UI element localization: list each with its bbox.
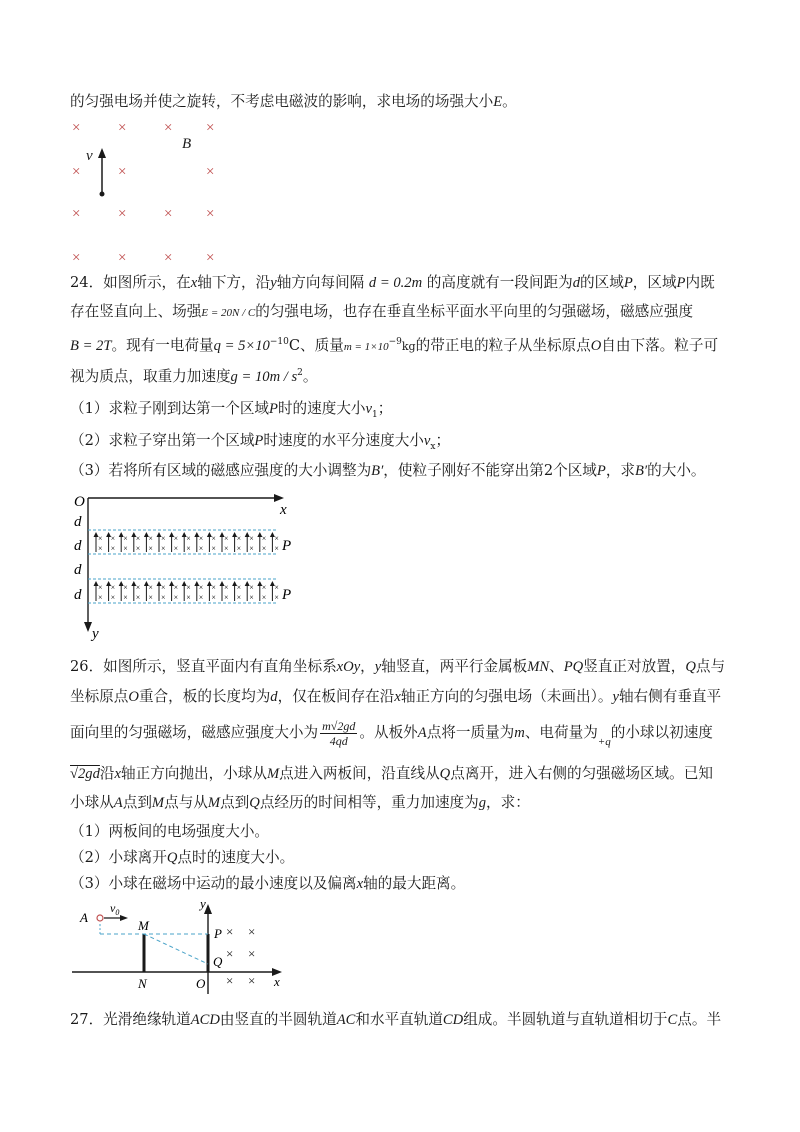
q26-line-4: √2gd沿x轴正方向抛出，小球从M点进入两板间，沿直线从Q点离开，进入右侧的匀强磁场区域。已知 bbox=[70, 765, 713, 782]
cross-mark: × bbox=[274, 544, 279, 553]
cross-mark: × bbox=[72, 164, 81, 180]
particle-dot bbox=[100, 192, 105, 197]
cross-mark: × bbox=[135, 534, 141, 543]
field-crosses bbox=[226, 924, 255, 988]
cross-mark: × bbox=[118, 250, 127, 266]
cross-mark: × bbox=[274, 593, 279, 602]
label-P-region-1: P bbox=[282, 538, 292, 554]
cross-mark: × bbox=[261, 544, 267, 553]
cross-mark: × bbox=[211, 534, 216, 543]
cross-mark: × bbox=[173, 583, 179, 592]
cross-mark: × bbox=[206, 164, 215, 180]
cross-mark: × bbox=[249, 544, 254, 553]
cross-mark: × bbox=[164, 206, 173, 222]
cross-mark: × bbox=[236, 593, 242, 602]
cross-mark: × bbox=[211, 583, 216, 592]
cross-mark: × bbox=[236, 544, 242, 553]
cross-mark: × bbox=[261, 593, 267, 602]
cross-mark: × bbox=[236, 583, 242, 592]
label-P: P bbox=[214, 926, 222, 941]
label-O: O bbox=[196, 976, 206, 991]
cross-mark: × bbox=[98, 534, 103, 543]
cross-mark: × bbox=[135, 544, 141, 553]
cross-mark: × bbox=[261, 583, 267, 592]
cross-mark: × bbox=[186, 544, 191, 553]
arrow-head bbox=[98, 148, 106, 158]
cross-mark: × bbox=[173, 534, 179, 543]
label-M: M bbox=[138, 918, 149, 933]
label-y: y bbox=[92, 626, 99, 642]
label-x: x bbox=[274, 974, 280, 989]
label-d: d bbox=[74, 514, 82, 530]
figure-plates-field bbox=[70, 896, 300, 1000]
cross-mark: × bbox=[224, 593, 229, 602]
cross-marks bbox=[72, 120, 214, 266]
cross-mark: × bbox=[206, 206, 215, 222]
q23-text-line bbox=[70, 92, 740, 112]
q23-text: 的匀强电场并使之旋转，不考虑电磁波的影响，求电场的场强大小 bbox=[70, 93, 494, 110]
cross-mark: × bbox=[72, 206, 81, 222]
cross-mark: × bbox=[123, 593, 128, 602]
cross-mark: × bbox=[198, 534, 204, 543]
ball bbox=[97, 915, 103, 921]
cross-mark: × bbox=[98, 544, 103, 553]
q24-line-1: 24．如图所示，在x轴下方，沿y轴方向每间隔 d = 0.2m 的高度就有一段间距为d的区域P，区域P内既 bbox=[70, 274, 715, 291]
cross-mark: × bbox=[224, 534, 229, 543]
figure-layered-regions bbox=[66, 488, 306, 640]
cross-mark: × bbox=[173, 593, 179, 602]
cross-mark: × bbox=[118, 120, 127, 136]
cross-mark: × bbox=[211, 593, 216, 602]
cross-mark: × bbox=[161, 583, 166, 592]
cross-mark: × bbox=[110, 583, 116, 592]
q26-part-1: （1）两板间的电场强度大小。 bbox=[70, 823, 270, 840]
q26-line-1: 26．如图所示，竖直平面内有直角坐标系xOy，y轴竖直，两平行金属板MN、PQ竖直正对放置，Q点与 bbox=[70, 658, 726, 675]
figure-magnetic-field bbox=[62, 112, 242, 270]
cross-mark: × bbox=[224, 583, 229, 592]
q24-line-4: 视为质点，取重力加速度$g = 10m / s^2$。 bbox=[70, 367, 318, 385]
cross-mark: × bbox=[118, 164, 127, 180]
cross-mark: × bbox=[72, 120, 81, 136]
cross-mark: × bbox=[123, 583, 128, 592]
cross-mark: × bbox=[236, 534, 242, 543]
cross-mark: × bbox=[148, 583, 153, 592]
symbol-E: E bbox=[493, 94, 503, 110]
cross-mark: × bbox=[249, 583, 254, 592]
cross-mark: × bbox=[206, 250, 215, 266]
cross-mark: × bbox=[148, 544, 153, 553]
cross-mark: × bbox=[186, 534, 191, 543]
q24-part-3: （3）若将所有区域的磁感应强度的大小调整为B′，使粒子刚好不能穿出第2个区域P，求B′的大小。 bbox=[70, 462, 706, 479]
q26-part-3: （3）小球在磁场中运动的最小速度以及偏离x轴的最大距离。 bbox=[70, 875, 466, 892]
label-x: x bbox=[280, 502, 287, 518]
cross-mark: × bbox=[118, 206, 127, 222]
cross-mark: × bbox=[248, 946, 256, 961]
cross-mark: × bbox=[161, 534, 166, 543]
cross-mark: × bbox=[226, 946, 234, 961]
label-O: O bbox=[74, 494, 85, 510]
cross-mark: × bbox=[110, 534, 116, 543]
label-y: y bbox=[200, 896, 206, 911]
fraction: $\frac{m√2gd}{4qd}$ bbox=[322, 718, 356, 748]
cross-mark: × bbox=[186, 583, 191, 592]
y-axis-arrow bbox=[84, 622, 92, 632]
v0-arrow-head bbox=[120, 915, 128, 921]
cross-mark: × bbox=[148, 534, 153, 543]
cross-mark: × bbox=[249, 593, 254, 602]
cross-mark: × bbox=[198, 583, 204, 592]
cross-mark: × bbox=[164, 250, 173, 266]
q24-line-3: B = 2T。现有一电荷量$q = 5\times 10^{-10}C$、质量$m = 1\times 10^{-9}kg$的带正电的粒子从坐标原点O自由下落。粒子可 bbox=[70, 336, 719, 354]
cross-mark: × bbox=[224, 544, 229, 553]
q26-line-5: 小球从A点到M点与从M点到Q点经历的时间相等，重力加速度为g，求： bbox=[70, 794, 530, 811]
label-A: A bbox=[80, 910, 88, 925]
cross-mark: × bbox=[110, 544, 116, 553]
cross-mark: × bbox=[248, 924, 256, 939]
cross-mark: × bbox=[135, 593, 141, 602]
label-Q: Q bbox=[213, 954, 223, 969]
cross-mark: × bbox=[72, 250, 81, 266]
region-P-2 bbox=[88, 579, 279, 603]
cross-mark: × bbox=[164, 120, 173, 136]
cross-mark: × bbox=[135, 583, 141, 592]
cross-mark: × bbox=[98, 593, 103, 602]
cross-mark: × bbox=[226, 973, 234, 988]
cross-mark: × bbox=[226, 924, 234, 939]
cross-mark: × bbox=[98, 583, 103, 592]
cross-mark: × bbox=[206, 120, 215, 136]
cross-mark: × bbox=[274, 534, 279, 543]
q26-part-2: （2）小球离开Q点时的速度大小。 bbox=[70, 849, 295, 866]
cross-mark: × bbox=[261, 534, 267, 543]
cross-mark: × bbox=[274, 583, 279, 592]
cross-mark: × bbox=[161, 544, 166, 553]
cross-mark: × bbox=[186, 593, 191, 602]
dashed-path-MQ bbox=[144, 934, 208, 964]
q26-line-2: 坐标原点O重合，板的长度均为d，仅在板间存在沿x轴正方向的匀强电场（未画出）。y轴右侧有垂直平 bbox=[70, 688, 722, 705]
cross-mark: × bbox=[198, 544, 204, 553]
label-d: d bbox=[74, 587, 82, 603]
label-P-region-2: P bbox=[282, 587, 292, 603]
cross-mark: × bbox=[198, 593, 204, 602]
q24-line-2: 存在竖直向上、场强E = 20N / C的匀强电场，也存在垂直坐标平面水平向里的匀强磁场，磁感应强度 bbox=[70, 303, 694, 320]
punct: 。 bbox=[502, 93, 517, 110]
cross-mark: × bbox=[173, 544, 179, 553]
cross-mark: × bbox=[123, 534, 128, 543]
cross-mark: × bbox=[148, 593, 153, 602]
label-N: N bbox=[138, 976, 147, 991]
x-axis-arrow bbox=[274, 494, 284, 502]
cross-mark: × bbox=[248, 973, 256, 988]
label-d: d bbox=[74, 538, 82, 554]
q24-part-1: （1）求粒子刚到达第一个区域P时的速度大小$v_1$； bbox=[70, 400, 393, 420]
label-v: v bbox=[86, 148, 93, 164]
cross-mark: × bbox=[211, 544, 216, 553]
label-B: B bbox=[182, 136, 192, 152]
cross-mark: × bbox=[110, 593, 116, 602]
q26-line-3: 面向里的匀强磁场，磁感应强度大小为 $\frac{m√2gd}{4qd}$ 。从板外A点将一质量为m、电荷量为$_{+q}$的小球以初速度 bbox=[70, 718, 713, 748]
cross-mark: × bbox=[161, 593, 166, 602]
label-d: d bbox=[74, 562, 82, 578]
cross-mark: × bbox=[249, 534, 254, 543]
cross-mark: × bbox=[123, 544, 128, 553]
q27-line-1: 27．光滑绝缘轨道ACD由竖直的半圆轨道AC和水平直轨道CD组成。半圆轨道与直轨道相切于C点。半 bbox=[70, 1011, 722, 1028]
region-P-1 bbox=[88, 530, 279, 554]
label-v0: $v_0$ bbox=[110, 901, 120, 917]
q24-part-2: （2）求粒子穿出第一个区域P时速度的水平分速度大小$v_x$； bbox=[70, 432, 451, 452]
